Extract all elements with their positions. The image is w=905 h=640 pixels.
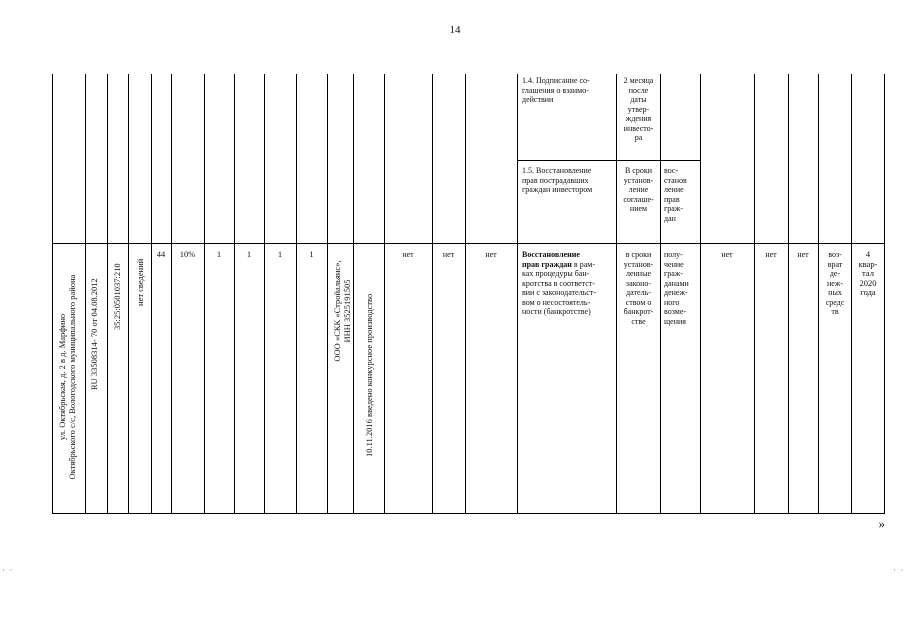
count-1b: 1	[246, 249, 252, 259]
deadline: 4 квар- тал 2020 года	[858, 249, 878, 297]
continuation-mark: »	[878, 516, 885, 531]
measure-rest: в рам- ках процедуры бан- кротства в соответст- вии с законодательст- вом о несостоятель- ности (банкротстве)	[522, 259, 596, 316]
developer: ООО «СКК «Стройальянс», ИНН 3525191505	[332, 260, 352, 362]
no-6: нет	[797, 250, 809, 259]
no-info: нет сведений	[135, 258, 145, 306]
result-1-5: вос- станов ление прав граж- дан	[664, 166, 687, 223]
stage-1-5: 1.5. Восстановление прав пострадавших граждан инвестором	[522, 166, 593, 194]
bankruptcy-proceedings: 10.11.2016 введено конкурсное производство	[364, 293, 374, 457]
scan-artifact-right: · ·	[893, 565, 905, 575]
return-funds: воз- врат де- неж- ных средс тв	[825, 250, 845, 316]
no-5: нет	[765, 250, 777, 259]
count-1a: 1	[216, 249, 222, 259]
count-1c: 1	[277, 249, 283, 259]
term-1-4: 2 месяца после даты утвер- ждения инвесто- ра	[623, 76, 654, 142]
stage-1-4: 1.4. Подписание со- глашения о взаимо- действии	[522, 76, 590, 104]
percent: 10%	[179, 249, 196, 259]
object-address: ул. Октябрьская, д. 2 в д. Марфино Октябрьского с/с, Вологодского муниципального района	[57, 274, 77, 480]
main-result: полу- чение граж- данами денеж- ного возме- щения	[664, 250, 689, 326]
page-number: 14	[449, 24, 461, 36]
building-permit: RU 33508314- 70 от 04.08.2012	[89, 278, 99, 390]
no-4: нет	[721, 250, 733, 259]
no-2: нет	[442, 250, 455, 259]
measure-bold: Восстановление прав граждан	[522, 250, 580, 269]
cadastral-number: 35:25:0501037:210	[112, 263, 122, 330]
count-1d: 1	[309, 249, 314, 259]
main-term: в сроки установ- ленные законо- датель- ством о банкрот- стве	[623, 250, 654, 326]
count-44: 44	[156, 249, 166, 259]
term-1-5: В сроки установ- ление соглаше- нием	[623, 166, 654, 213]
no-3: нет	[485, 250, 497, 259]
no-1: нет	[402, 250, 414, 259]
scan-artifact-left: · ·	[2, 565, 14, 575]
measure-text	[522, 250, 616, 317]
